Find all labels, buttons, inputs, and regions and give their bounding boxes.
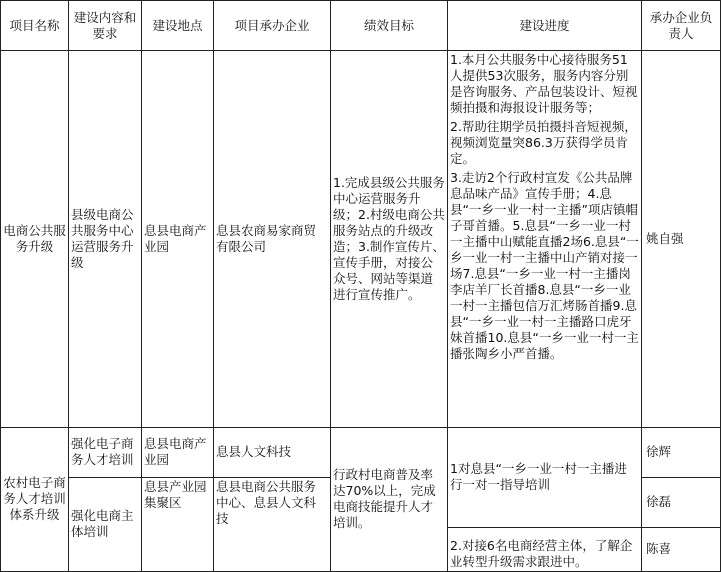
header-progress: 建设进度 xyxy=(448,1,642,51)
header-content: 建设内容和要求 xyxy=(69,1,142,51)
progress-item: 1.本月公共服务中心接待服务51人提供53次服务，服务内容分别是咨询服务、产品包装设计、短视频拍摄和海报设计服务等； xyxy=(450,52,638,116)
location-cell: 息县电商产业园 xyxy=(142,51,214,428)
leader-cell: 徐磊 xyxy=(642,477,721,527)
project-name-cell: 农村电子商务人才培训体系升级 xyxy=(1,427,69,571)
header-row xyxy=(1,1,721,51)
progress-cell: 1对息县“一乡一业一村一主播进行一对一指导培训 xyxy=(448,427,642,527)
location-cell: 息县产业园集聚区 xyxy=(142,477,214,571)
company-cell: 息县人文科技 xyxy=(214,427,331,477)
goal-cell: 行政村电商普及率达70%以上，完成电商技能提升人才培训。 xyxy=(331,427,448,571)
progress-item: 3.走访2个行政村宣发《公共品牌息品味产品》宣传手册；4.息县“一乡一业一村一主播”项店镇帽子哥首播。5.息县“一乡一业一村一主播中山赋能直播2场6.息县“一乡一业一村一主播中山产销对接一场7.息县“一乡一业一村一主播岗李店羊厂长首播8.息县“一乡一业一村一主播包信万汇烤肠首播9.息县“一乡一业一村一主播路口虎牙妹首播10.息县“一乡一业一村一主播张陶乡小严首播。 xyxy=(450,170,639,362)
company-cell: 息县电商公共服务中心、息县人文科技 xyxy=(214,477,331,571)
project-name-cell: 电商公共服务升级 xyxy=(1,51,69,428)
location-cell: 息县电商产业园 xyxy=(142,427,214,477)
header-leader: 承办企业负责人 xyxy=(642,1,721,51)
content-cell: 县级电商公共服务中心运营服务升级 xyxy=(69,51,142,428)
content-cell: 强化电商主体培训 xyxy=(69,477,142,571)
leader-cell: 徐辉 xyxy=(642,427,721,477)
header-company: 项目承办企业 xyxy=(214,1,331,51)
table-row xyxy=(1,427,721,477)
leader-cell: 姚自强 xyxy=(642,51,721,428)
goal-cell: 1.完成县级公共服务中心运营服务升级；2.村级电商公共服务站点的升级改造；3.制作宣传片、宣传手册，对接公众号、网站等渠道进行宣传推广。 xyxy=(331,51,448,428)
header-location: 建设地点 xyxy=(142,1,214,51)
progress-cell: 2.对接6名电商经营主体，了解企业转型升级需求跟进中。 xyxy=(448,527,642,571)
header-project-name: 项目名称 xyxy=(1,1,69,51)
company-cell: 息县农商易家商贸有限公司 xyxy=(214,51,331,428)
progress-cell xyxy=(448,51,642,428)
table-row xyxy=(1,51,721,428)
progress-item: 2.帮助往期学员拍摄抖音短视频，视频浏览量突86.3万获得学员肯定。 xyxy=(450,119,637,167)
header-goal: 绩效目标 xyxy=(331,1,448,51)
content-cell: 强化电子商务人才培训 xyxy=(69,427,142,477)
leader-cell: 陈喜 xyxy=(642,527,721,571)
